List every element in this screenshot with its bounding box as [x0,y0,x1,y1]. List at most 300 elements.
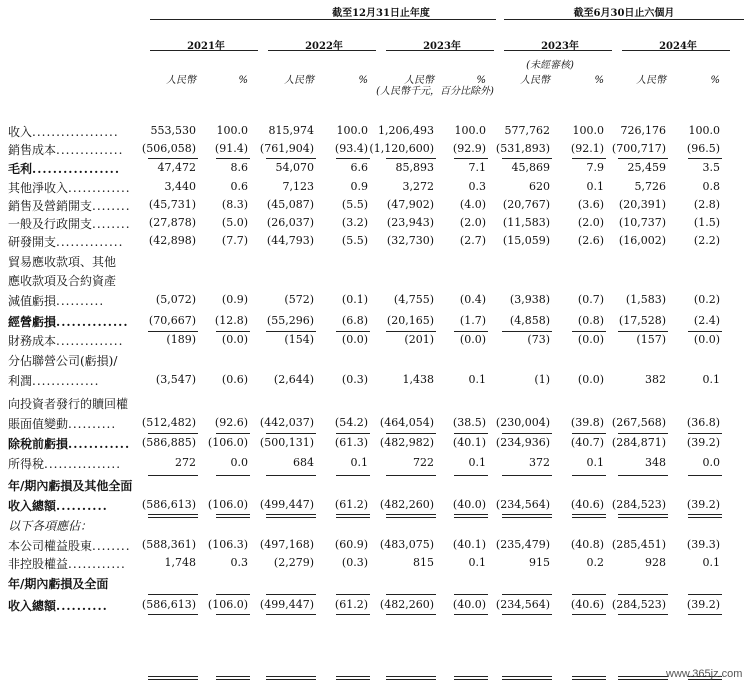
total-rule [688,331,722,332]
pct-cell: 8.6 [230,161,248,174]
row-label [8,372,99,389]
amount-cell: (2,644) [273,373,314,386]
pct-cell: (2.0) [577,216,604,229]
units-note: (人民幣千元，百分比除外) [376,86,494,97]
watermark: www.365jz.com [666,668,743,680]
row-label-text: 研發開支 [8,235,57,249]
total-rule [336,679,370,680]
row-label [8,233,123,250]
pct-header: % [710,75,720,86]
pct-cell: (0.0) [577,373,604,386]
row-label-text: 一般及行政開支 [8,217,93,231]
row-label [8,517,92,534]
total-rule [386,679,436,680]
total-rule [688,475,722,476]
pct-cell: (40.1) [452,436,486,449]
pct-cell: (0.0) [577,333,604,346]
year-header: 2023年 [423,41,461,52]
total-rule [618,614,668,615]
pct-cell: (40.6) [570,498,604,511]
total-rule [454,158,488,159]
row-label [8,197,131,214]
pct-cell: (39.2) [686,598,720,611]
row-leader: .......... [56,599,108,613]
row-label [8,332,123,349]
pct-cell: (0.2) [693,293,720,306]
total-rule [336,514,370,515]
total-rule [148,433,198,434]
total-rule [572,679,606,680]
total-rule [618,514,668,515]
total-rule [618,158,668,159]
rmb-header: 人民幣 [284,75,314,86]
amount-cell: 1,748 [164,556,196,569]
row-label-text: 收入總額 [8,499,57,513]
pct-cell: (61.3) [334,436,368,449]
year-header: 2024年 [659,41,697,52]
row-label-text: 銷售及營銷開支 [8,199,93,213]
amount-cell: (1,583) [625,293,666,306]
row-label-text: 年/期內虧損及其他全面 [8,479,133,493]
pct-cell: (106.0) [207,598,248,611]
pct-cell: (91.4) [214,142,248,155]
total-rule [454,433,488,434]
pct-cell: (7.7) [221,234,248,247]
total-rule [688,158,722,159]
pct-cell: 0.9 [350,180,368,193]
total-rule [266,331,316,332]
pct-cell: (0.8) [577,314,604,327]
row-leader: .................. [32,125,119,139]
pct-cell: 0.0 [230,456,248,469]
amount-cell: (506,058) [141,142,196,155]
amount-cell: 3,272 [402,180,434,193]
amount-cell: (5,072) [155,293,196,306]
total-rule [502,433,552,434]
row-label [8,415,116,432]
amount-cell: (512,482) [141,416,196,429]
pct-cell: (39.8) [570,416,604,429]
amount-cell: (20,767) [502,198,550,211]
amount-cell: 553,530 [150,124,196,137]
pct-cell: (1.7) [459,314,486,327]
total-rule [216,514,250,515]
total-rule [386,475,436,476]
total-rule [618,676,668,677]
row-leader: ............ [68,437,131,451]
total-rule [216,158,250,159]
total-rule [572,158,606,159]
row-label-text: 銷售成本 [8,143,57,157]
total-rule [502,475,552,476]
pct-cell: (92.6) [214,416,248,429]
row-label-text: 本公司權益股東 [8,539,93,553]
amount-cell: (15,059) [502,234,550,247]
pct-cell: (93.4) [334,142,368,155]
pct-cell: (0.3) [341,556,368,569]
amount-cell: (17,528) [618,314,666,327]
total-rule [618,594,668,595]
total-rule [502,676,552,677]
pct-cell: (0.0) [341,333,368,346]
pct-cell: 100.0 [216,124,248,137]
pct-cell: (39.3) [686,538,720,551]
total-rule [572,514,606,515]
row-label-text: 利潤 [8,374,33,388]
pct-cell: (5.5) [341,234,368,247]
amount-cell: (586,613) [141,598,196,611]
total-rule [266,475,316,476]
pct-cell: 0.0 [702,456,720,469]
pct-cell: 7.9 [586,161,604,174]
total-rule [216,614,250,615]
amount-cell: (20,165) [386,314,434,327]
row-leader: .......... [56,294,105,308]
amount-cell: (235,479) [495,538,550,551]
row-label-text: 分佔聯營公司(虧損)/ [8,354,118,368]
pct-cell: (39.2) [686,498,720,511]
pct-cell: (12.8) [214,314,248,327]
amount-cell: (761,904) [259,142,314,155]
pct-cell: (40.8) [570,538,604,551]
year-header: 2021年 [187,41,225,52]
pct-cell: 6.6 [350,161,368,174]
pct-cell: (38.5) [452,416,486,429]
amount-cell: (499,447) [259,598,314,611]
pct-cell: 0.1 [468,456,486,469]
year-rule [386,50,494,51]
row-leader: ........ [92,199,131,213]
total-rule [148,594,198,595]
amount-cell: (42,898) [148,234,196,247]
pct-cell: 0.6 [230,180,248,193]
row-label [8,395,128,412]
row-leader: ........ [92,217,131,231]
total-rule [266,433,316,434]
row-label-text: 以下各項應佔： [8,519,93,533]
total-rule [572,331,606,332]
pct-header: % [594,75,604,86]
total-rule [386,594,436,595]
pct-cell: (2.0) [459,216,486,229]
pct-cell: 0.2 [586,556,604,569]
pct-cell: (8.3) [221,198,248,211]
total-rule [336,331,370,332]
amount-cell: (234,564) [495,598,550,611]
row-leader: .............. [56,315,129,329]
row-leader: .......... [56,499,108,513]
total-rule [386,158,436,159]
amount-cell: (500,131) [259,436,314,449]
amount-cell: 47,472 [157,161,196,174]
row-label-text: 貿易應收款項、其他 [8,255,117,269]
amount-cell: (482,982) [379,436,434,449]
rmb-header: 人民幣 [404,75,434,86]
total-rule [266,517,316,518]
pct-cell: (40.0) [452,498,486,511]
amount-cell: (4,858) [509,314,550,327]
rmb-header: 人民幣 [520,75,550,86]
total-rule [216,331,250,332]
row-leader: ........ [92,539,131,553]
year-header: 2022年 [305,41,343,52]
row-label-text: 非控股權益 [8,557,69,571]
pct-cell: (106.0) [207,436,248,449]
total-rule [386,514,436,515]
pct-cell: (0.6) [221,373,248,386]
row-label [8,575,108,592]
row-label [8,141,123,158]
amount-cell: (47,902) [386,198,434,211]
total-rule [618,517,668,518]
pct-cell: (0.9) [221,293,248,306]
row-leader: .......... [68,417,117,431]
pct-cell: (92.1) [570,142,604,155]
total-rule [216,517,250,518]
amount-cell: 85,893 [395,161,434,174]
amount-cell: (230,004) [495,416,550,429]
total-rule [148,158,198,159]
amount-cell: (442,037) [259,416,314,429]
total-rule [454,331,488,332]
total-rule [688,614,722,615]
total-rule [502,158,552,159]
amount-cell: (20,391) [618,198,666,211]
pct-cell: (0.0) [459,333,486,346]
total-rule [572,475,606,476]
total-rule [336,594,370,595]
total-rule [336,614,370,615]
pct-cell: (0.1) [341,293,368,306]
row-label-text: 賬面值變動 [8,417,69,431]
pct-cell: (2.7) [459,234,486,247]
pct-cell: (2.6) [577,234,604,247]
amount-cell: 3,440 [164,180,196,193]
pct-cell: 0.1 [702,556,720,569]
pct-cell: (36.8) [686,416,720,429]
amount-cell: 815,974 [268,124,314,137]
rmb-header: 人民幣 [636,75,666,86]
amount-cell: (572) [284,293,314,306]
row-label [8,497,108,514]
total-rule [266,614,316,615]
pct-cell: (4.0) [459,198,486,211]
pct-cell: (106.0) [207,498,248,511]
total-rule [454,517,488,518]
row-label [8,215,131,232]
pct-cell: (0.7) [577,293,604,306]
amount-cell: (284,871) [611,436,666,449]
amount-cell: 684 [293,456,314,469]
amount-cell: 1,206,493 [378,124,434,137]
row-leader: ............ [68,557,126,571]
amount-cell: (1) [534,373,550,386]
pct-cell: (40.6) [570,598,604,611]
pct-cell: 100.0 [688,124,720,137]
total-rule [216,679,250,680]
pct-cell: (60.9) [334,538,368,551]
row-label [8,160,120,177]
total-rule [148,331,198,332]
header-rule [150,19,496,20]
pct-cell: (61.2) [334,598,368,611]
total-rule [386,433,436,434]
amount-cell: 372 [529,456,550,469]
total-rule [572,433,606,434]
row-leader: .............. [32,374,100,388]
row-label-text: 經營虧損 [8,315,57,329]
total-rule [336,676,370,677]
amount-cell: (586,885) [141,436,196,449]
amount-cell: (154) [284,333,314,346]
pct-cell: (92.9) [452,142,486,155]
row-leader: ................ [44,457,122,471]
amount-cell: 722 [413,456,434,469]
pct-cell: (6.8) [341,314,368,327]
amount-cell: (464,054) [379,416,434,429]
pct-header: % [358,75,368,86]
total-rule [148,679,198,680]
pct-cell: 0.1 [350,456,368,469]
row-label-text: 收入 [8,125,33,139]
amount-cell: (3,547) [155,373,196,386]
row-leader: ................. [32,162,121,176]
amount-cell: 382 [645,373,666,386]
pct-cell: (2.2) [693,234,720,247]
total-rule [454,514,488,515]
pct-cell: (40.7) [570,436,604,449]
amount-cell: (531,893) [495,142,550,155]
total-rule [216,433,250,434]
row-label [8,435,130,452]
total-rule [266,514,316,515]
amount-cell: (157) [636,333,666,346]
amount-cell: (267,568) [611,416,666,429]
amount-cell: (700,717) [611,142,666,155]
total-rule [336,517,370,518]
pct-cell: 0.1 [468,556,486,569]
pct-cell: (0.3) [341,373,368,386]
amount-cell: (70,667) [148,314,196,327]
row-label [8,253,116,270]
pct-cell: (54.2) [334,416,368,429]
amount-cell: 5,726 [634,180,666,193]
amount-cell: 928 [645,556,666,569]
pct-cell: (0.4) [459,293,486,306]
year-header: 2023年 [541,41,579,52]
total-rule [454,594,488,595]
total-rule [266,594,316,595]
total-rule [618,331,668,332]
pct-cell: 100.0 [572,124,604,137]
total-rule [572,517,606,518]
rmb-header: 人民幣 [166,75,196,86]
pct-cell: (3.6) [577,198,604,211]
total-rule [148,676,198,677]
total-rule [336,475,370,476]
year-rule [622,50,730,51]
amount-cell: (32,730) [386,234,434,247]
row-label [8,292,104,309]
pct-cell: 0.1 [702,373,720,386]
row-label [8,179,131,196]
row-label [8,477,132,494]
pct-cell: 0.1 [468,373,486,386]
year-rule [268,50,376,51]
amount-cell: (45,731) [148,198,196,211]
total-rule [266,158,316,159]
total-rule [266,679,316,680]
total-rule [216,594,250,595]
amount-cell: (499,447) [259,498,314,511]
amount-cell: (2,279) [273,556,314,569]
row-leader: ............. [68,181,131,195]
row-label-text: 收入總額 [8,599,57,613]
amount-cell: (23,943) [386,216,434,229]
row-leader: .............. [56,235,124,249]
row-label [8,555,126,572]
total-rule [336,158,370,159]
pct-header: % [476,75,486,86]
total-rule [454,676,488,677]
amount-cell: 726,176 [620,124,666,137]
total-rule [454,679,488,680]
total-rule [502,514,552,515]
total-rule [502,679,552,680]
year-rule [504,50,612,51]
pct-cell: (96.5) [686,142,720,155]
pct-cell: 100.0 [336,124,368,137]
unaudited-note: (未經審核) [526,60,574,71]
row-leader: .............. [56,143,124,157]
row-label-text: 其他淨收入 [8,181,69,195]
pct-cell: (5.0) [221,216,248,229]
row-label-text: 除稅前虧損 [8,437,69,451]
total-rule [386,614,436,615]
amount-cell: (234,564) [495,498,550,511]
amount-cell: (586,613) [141,498,196,511]
amount-cell: 45,869 [511,161,550,174]
pct-cell: (1.5) [693,216,720,229]
amount-cell: 577,762 [504,124,550,137]
header-rule [504,19,744,20]
total-rule [216,676,250,677]
total-rule [502,594,552,595]
total-rule [148,475,198,476]
total-rule [502,331,552,332]
row-leader: .............. [56,334,124,348]
pct-cell: 0.1 [586,180,604,193]
pct-cell: (5.5) [341,198,368,211]
pct-cell: (61.2) [334,498,368,511]
amount-cell: 25,459 [627,161,666,174]
row-label [8,313,129,330]
total-rule [688,514,722,515]
row-label-text: 年/期內虧損及全面 [8,577,109,591]
period-half-header: 截至6月30日止六個月 [573,8,675,19]
amount-cell: 54,070 [275,161,314,174]
amount-cell: (189) [166,333,196,346]
amount-cell: (497,168) [259,538,314,551]
pct-cell: (106.3) [207,538,248,551]
pct-cell: 0.8 [702,180,720,193]
pct-cell: (0.0) [693,333,720,346]
total-rule [386,331,436,332]
amount-cell: 348 [645,456,666,469]
pct-header: % [238,75,248,86]
amount-cell: (483,075) [379,538,434,551]
amount-cell: (26,037) [266,216,314,229]
